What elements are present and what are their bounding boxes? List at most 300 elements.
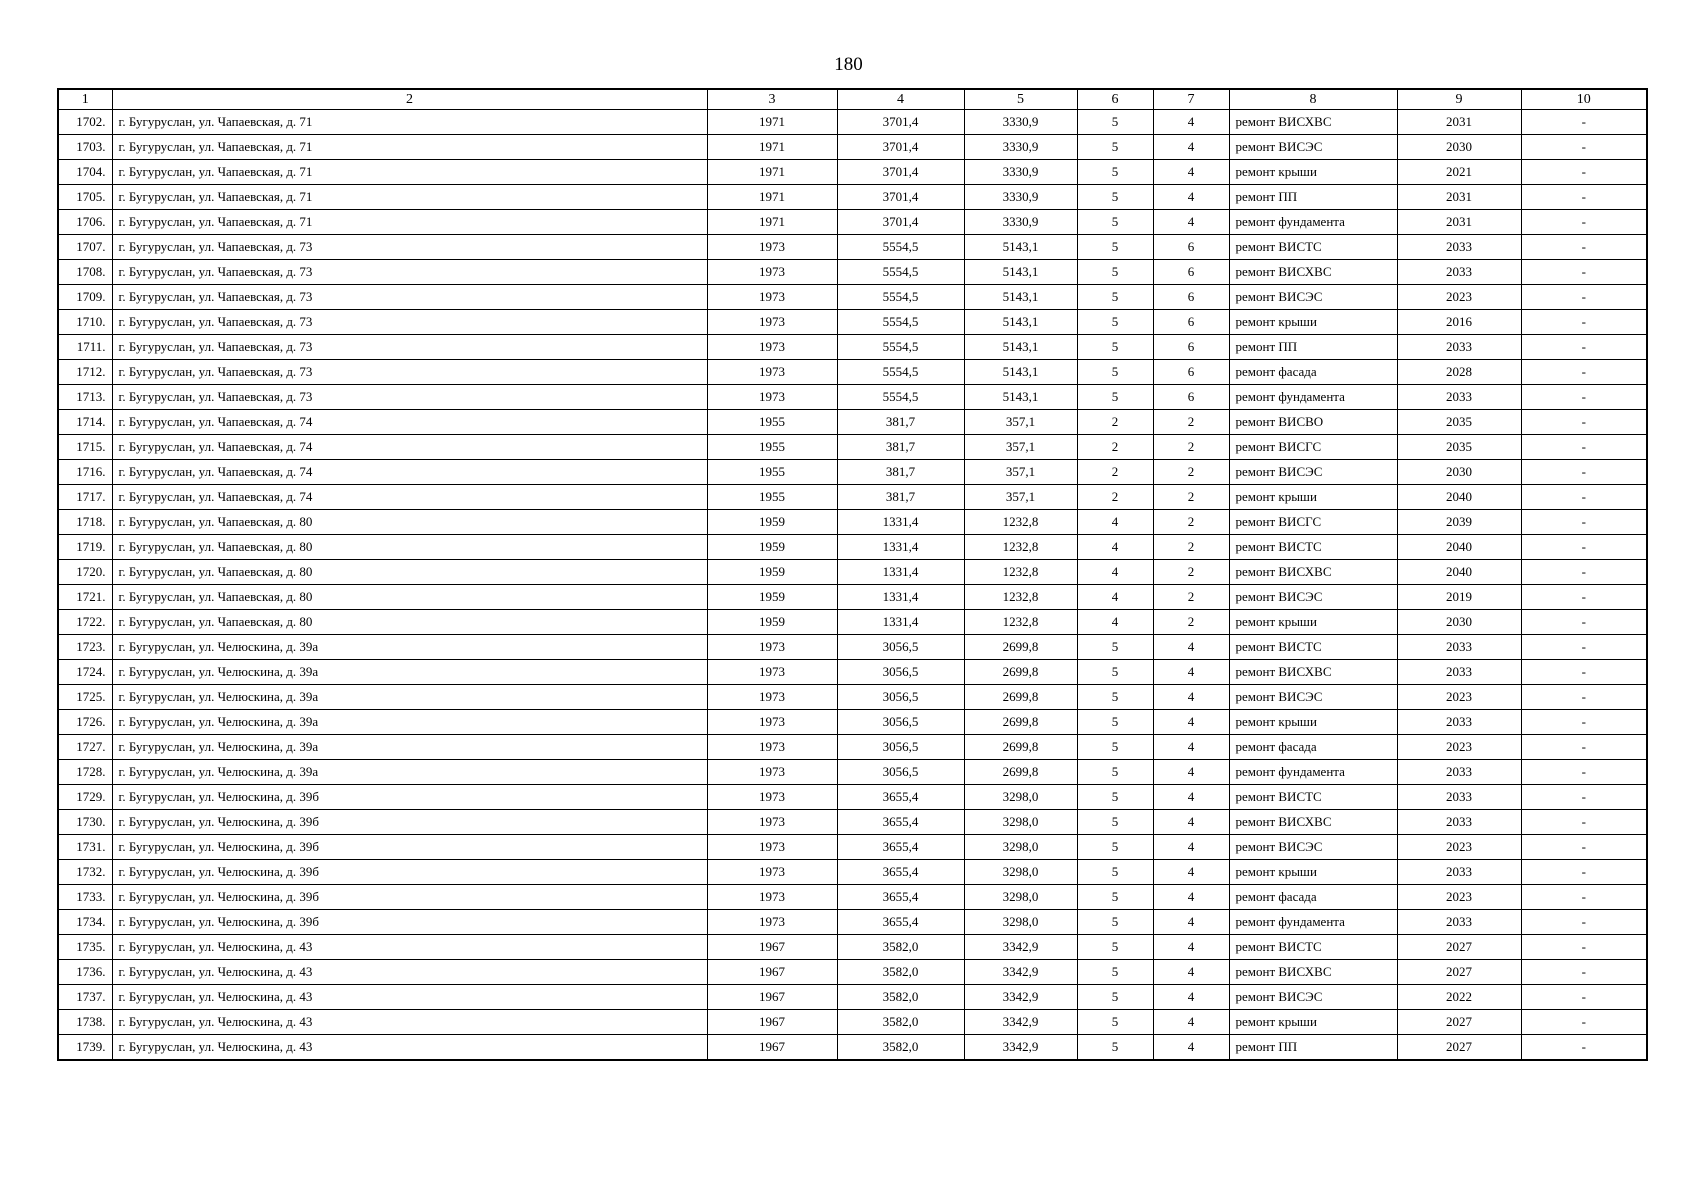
cell-floors: 5 [1077, 1010, 1153, 1035]
cell-year-built: 1973 [707, 660, 837, 685]
cell-total-area: 381,7 [837, 410, 964, 435]
cell-row-number: 1720. [58, 560, 112, 585]
cell-work-type: ремонт фундамента [1229, 760, 1397, 785]
cell-entrances: 2 [1153, 610, 1229, 635]
cell-year-built: 1973 [707, 785, 837, 810]
cell-living-area: 3330,9 [964, 185, 1077, 210]
cell-floors: 4 [1077, 560, 1153, 585]
cell-entrances: 4 [1153, 1035, 1229, 1061]
table-row [58, 285, 1647, 310]
cell-entrances: 6 [1153, 310, 1229, 335]
cell-floors: 5 [1077, 685, 1153, 710]
cell-entrances: 6 [1153, 360, 1229, 385]
cell-note: - [1521, 235, 1647, 260]
cell-planned-year: 2040 [1397, 535, 1521, 560]
cell-address: г. Бугуруслан, ул. Чапаевская, д. 73 [112, 310, 707, 335]
cell-row-number: 1734. [58, 910, 112, 935]
table-row [58, 860, 1647, 885]
cell-note: - [1521, 385, 1647, 410]
cell-work-type: ремонт ПП [1229, 1035, 1397, 1061]
cell-entrances: 4 [1153, 710, 1229, 735]
table-row [58, 710, 1647, 735]
cell-work-type: ремонт ВИСХВС [1229, 110, 1397, 135]
cell-work-type: ремонт ВИСЭС [1229, 285, 1397, 310]
cell-work-type: ремонт ВИСЭС [1229, 585, 1397, 610]
cell-planned-year: 2033 [1397, 910, 1521, 935]
cell-year-built: 1967 [707, 935, 837, 960]
cell-row-number: 1702. [58, 110, 112, 135]
cell-address: г. Бугуруслан, ул. Челюскина, д. 39б [112, 885, 707, 910]
cell-address: г. Бугуруслан, ул. Челюскина, д. 39а [112, 685, 707, 710]
cell-year-built: 1959 [707, 560, 837, 585]
table-row [58, 260, 1647, 285]
cell-total-area: 3582,0 [837, 1035, 964, 1061]
cell-planned-year: 2027 [1397, 935, 1521, 960]
cell-total-area: 5554,5 [837, 385, 964, 410]
table-row [58, 460, 1647, 485]
table-row [58, 685, 1647, 710]
column-header-entrances: 7 [1153, 89, 1229, 110]
cell-row-number: 1723. [58, 635, 112, 660]
cell-address: г. Бугуруслан, ул. Чапаевская, д. 74 [112, 460, 707, 485]
cell-row-number: 1722. [58, 610, 112, 635]
cell-work-type: ремонт ВИСТС [1229, 535, 1397, 560]
cell-year-built: 1971 [707, 110, 837, 135]
cell-year-built: 1973 [707, 835, 837, 860]
table-row [58, 135, 1647, 160]
column-header-year-built: 3 [707, 89, 837, 110]
cell-floors: 5 [1077, 360, 1153, 385]
cell-work-type: ремонт ВИСХВС [1229, 960, 1397, 985]
table-row [58, 385, 1647, 410]
cell-address: г. Бугуруслан, ул. Челюскина, д. 39б [112, 835, 707, 860]
cell-floors: 5 [1077, 860, 1153, 885]
cell-floors: 5 [1077, 135, 1153, 160]
cell-row-number: 1726. [58, 710, 112, 735]
table-row [58, 585, 1647, 610]
cell-total-area: 381,7 [837, 435, 964, 460]
cell-row-number: 1706. [58, 210, 112, 235]
cell-total-area: 3056,5 [837, 710, 964, 735]
cell-total-area: 1331,4 [837, 610, 964, 635]
cell-planned-year: 2023 [1397, 885, 1521, 910]
cell-total-area: 5554,5 [837, 335, 964, 360]
cell-floors: 5 [1077, 785, 1153, 810]
cell-living-area: 2699,8 [964, 660, 1077, 685]
cell-row-number: 1730. [58, 810, 112, 835]
cell-address: г. Бугуруслан, ул. Чапаевская, д. 71 [112, 135, 707, 160]
cell-row-number: 1704. [58, 160, 112, 185]
cell-living-area: 2699,8 [964, 685, 1077, 710]
cell-address: г. Бугуруслан, ул. Чапаевская, д. 80 [112, 535, 707, 560]
cell-address: г. Бугуруслан, ул. Чапаевская, д. 71 [112, 185, 707, 210]
cell-row-number: 1708. [58, 260, 112, 285]
cell-entrances: 2 [1153, 410, 1229, 435]
cell-living-area: 5143,1 [964, 310, 1077, 335]
cell-work-type: ремонт фасада [1229, 735, 1397, 760]
cell-address: г. Бугуруслан, ул. Челюскина, д. 39б [112, 910, 707, 935]
cell-living-area: 3298,0 [964, 785, 1077, 810]
cell-work-type: ремонт ВИСЭС [1229, 835, 1397, 860]
cell-row-number: 1710. [58, 310, 112, 335]
table-row [58, 160, 1647, 185]
cell-work-type: ремонт ВИСГС [1229, 435, 1397, 460]
cell-address: г. Бугуруслан, ул. Чапаевская, д. 74 [112, 435, 707, 460]
cell-work-type: ремонт ВИСЭС [1229, 460, 1397, 485]
cell-year-built: 1971 [707, 135, 837, 160]
cell-note: - [1521, 960, 1647, 985]
cell-floors: 5 [1077, 910, 1153, 935]
cell-planned-year: 2023 [1397, 685, 1521, 710]
cell-floors: 2 [1077, 485, 1153, 510]
cell-note: - [1521, 885, 1647, 910]
cell-note: - [1521, 735, 1647, 760]
cell-total-area: 3701,4 [837, 210, 964, 235]
cell-note: - [1521, 810, 1647, 835]
cell-entrances: 4 [1153, 835, 1229, 860]
cell-year-built: 1967 [707, 985, 837, 1010]
cell-address: г. Бугуруслан, ул. Чапаевская, д. 80 [112, 560, 707, 585]
cell-row-number: 1705. [58, 185, 112, 210]
cell-note: - [1521, 910, 1647, 935]
cell-planned-year: 2023 [1397, 285, 1521, 310]
cell-address: г. Бугуруслан, ул. Чапаевская, д. 80 [112, 510, 707, 535]
cell-address: г. Бугуруслан, ул. Челюскина, д. 39б [112, 860, 707, 885]
column-header-work-type: 8 [1229, 89, 1397, 110]
cell-living-area: 3330,9 [964, 135, 1077, 160]
cell-note: - [1521, 135, 1647, 160]
cell-note: - [1521, 285, 1647, 310]
cell-entrances: 4 [1153, 1010, 1229, 1035]
column-header-floors: 6 [1077, 89, 1153, 110]
cell-planned-year: 2022 [1397, 985, 1521, 1010]
cell-floors: 4 [1077, 610, 1153, 635]
repair-schedule-table [57, 88, 1648, 1061]
cell-work-type: ремонт фасада [1229, 360, 1397, 385]
cell-living-area: 3330,9 [964, 110, 1077, 135]
cell-address: г. Бугуруслан, ул. Чапаевская, д. 74 [112, 485, 707, 510]
cell-note: - [1521, 435, 1647, 460]
cell-year-built: 1967 [707, 1010, 837, 1035]
cell-address: г. Бугуруслан, ул. Челюскина, д. 43 [112, 985, 707, 1010]
table-row [58, 960, 1647, 985]
cell-planned-year: 2033 [1397, 385, 1521, 410]
table-row [58, 310, 1647, 335]
cell-row-number: 1729. [58, 785, 112, 810]
cell-year-built: 1973 [707, 335, 837, 360]
cell-row-number: 1736. [58, 960, 112, 985]
cell-planned-year: 2033 [1397, 635, 1521, 660]
cell-total-area: 3056,5 [837, 660, 964, 685]
cell-floors: 5 [1077, 885, 1153, 910]
cell-note: - [1521, 835, 1647, 860]
cell-work-type: ремонт фундамента [1229, 385, 1397, 410]
page-number: 180 [834, 54, 863, 75]
cell-entrances: 4 [1153, 860, 1229, 885]
cell-total-area: 381,7 [837, 485, 964, 510]
cell-entrances: 4 [1153, 185, 1229, 210]
cell-address: г. Бугуруслан, ул. Чапаевская, д. 80 [112, 585, 707, 610]
cell-planned-year: 2031 [1397, 110, 1521, 135]
cell-row-number: 1731. [58, 835, 112, 860]
cell-living-area: 3330,9 [964, 210, 1077, 235]
cell-living-area: 357,1 [964, 435, 1077, 460]
cell-work-type: ремонт ВИСТС [1229, 635, 1397, 660]
cell-note: - [1521, 210, 1647, 235]
table-row [58, 660, 1647, 685]
cell-floors: 4 [1077, 535, 1153, 560]
cell-work-type: ремонт ВИСХВС [1229, 810, 1397, 835]
cell-total-area: 5554,5 [837, 360, 964, 385]
cell-address: г. Бугуруслан, ул. Чапаевская, д. 73 [112, 335, 707, 360]
table-body [58, 89, 1647, 1060]
cell-work-type: ремонт ВИСЭС [1229, 985, 1397, 1010]
cell-planned-year: 2019 [1397, 585, 1521, 610]
cell-year-built: 1973 [707, 235, 837, 260]
cell-row-number: 1718. [58, 510, 112, 535]
cell-row-number: 1719. [58, 535, 112, 560]
cell-entrances: 6 [1153, 385, 1229, 410]
cell-year-built: 1959 [707, 510, 837, 535]
cell-planned-year: 2027 [1397, 1035, 1521, 1061]
cell-total-area: 1331,4 [837, 585, 964, 610]
cell-note: - [1521, 1035, 1647, 1061]
cell-row-number: 1725. [58, 685, 112, 710]
cell-row-number: 1707. [58, 235, 112, 260]
cell-row-number: 1721. [58, 585, 112, 610]
cell-entrances: 4 [1153, 735, 1229, 760]
cell-note: - [1521, 260, 1647, 285]
cell-year-built: 1973 [707, 735, 837, 760]
cell-total-area: 3655,4 [837, 860, 964, 885]
cell-year-built: 1973 [707, 710, 837, 735]
cell-living-area: 3342,9 [964, 1010, 1077, 1035]
cell-work-type: ремонт ВИСХВС [1229, 560, 1397, 585]
cell-address: г. Бугуруслан, ул. Чапаевская, д. 80 [112, 610, 707, 635]
cell-row-number: 1738. [58, 1010, 112, 1035]
table-row [58, 410, 1647, 435]
cell-entrances: 4 [1153, 960, 1229, 985]
cell-entrances: 2 [1153, 460, 1229, 485]
cell-living-area: 3342,9 [964, 935, 1077, 960]
table-row [58, 560, 1647, 585]
cell-floors: 5 [1077, 810, 1153, 835]
cell-planned-year: 2033 [1397, 785, 1521, 810]
cell-year-built: 1973 [707, 810, 837, 835]
cell-address: г. Бугуруслан, ул. Чапаевская, д. 73 [112, 360, 707, 385]
cell-living-area: 1232,8 [964, 585, 1077, 610]
cell-row-number: 1728. [58, 760, 112, 785]
cell-planned-year: 2035 [1397, 435, 1521, 460]
column-header-living-area: 5 [964, 89, 1077, 110]
cell-note: - [1521, 985, 1647, 1010]
cell-living-area: 2699,8 [964, 760, 1077, 785]
cell-entrances: 2 [1153, 485, 1229, 510]
table-row [58, 1010, 1647, 1035]
cell-row-number: 1727. [58, 735, 112, 760]
cell-note: - [1521, 660, 1647, 685]
cell-planned-year: 2023 [1397, 735, 1521, 760]
cell-planned-year: 2027 [1397, 1010, 1521, 1035]
cell-floors: 5 [1077, 985, 1153, 1010]
cell-note: - [1521, 785, 1647, 810]
cell-planned-year: 2023 [1397, 835, 1521, 860]
cell-address: г. Бугуруслан, ул. Чапаевская, д. 73 [112, 285, 707, 310]
cell-row-number: 1737. [58, 985, 112, 1010]
cell-living-area: 3298,0 [964, 910, 1077, 935]
cell-entrances: 4 [1153, 985, 1229, 1010]
cell-note: - [1521, 935, 1647, 960]
cell-total-area: 3655,4 [837, 885, 964, 910]
cell-entrances: 4 [1153, 810, 1229, 835]
column-header-note: 10 [1521, 89, 1647, 110]
cell-entrances: 4 [1153, 785, 1229, 810]
column-header-total-area: 4 [837, 89, 964, 110]
cell-year-built: 1955 [707, 460, 837, 485]
cell-year-built: 1967 [707, 1035, 837, 1061]
cell-total-area: 3655,4 [837, 835, 964, 860]
cell-floors: 5 [1077, 760, 1153, 785]
cell-address: г. Бугуруслан, ул. Челюскина, д. 39а [112, 760, 707, 785]
cell-living-area: 357,1 [964, 460, 1077, 485]
cell-row-number: 1717. [58, 485, 112, 510]
cell-address: г. Бугуруслан, ул. Челюскина, д. 39а [112, 635, 707, 660]
table-row [58, 885, 1647, 910]
table-row [58, 785, 1647, 810]
cell-year-built: 1955 [707, 485, 837, 510]
cell-planned-year: 2027 [1397, 960, 1521, 985]
cell-row-number: 1712. [58, 360, 112, 385]
cell-address: г. Бугуруслан, ул. Челюскина, д. 43 [112, 1035, 707, 1061]
cell-year-built: 1973 [707, 635, 837, 660]
cell-row-number: 1724. [58, 660, 112, 685]
cell-planned-year: 2033 [1397, 235, 1521, 260]
cell-row-number: 1715. [58, 435, 112, 460]
table-row [58, 110, 1647, 135]
cell-living-area: 3298,0 [964, 810, 1077, 835]
cell-planned-year: 2033 [1397, 760, 1521, 785]
cell-floors: 5 [1077, 185, 1153, 210]
cell-total-area: 5554,5 [837, 285, 964, 310]
cell-note: - [1521, 360, 1647, 385]
cell-planned-year: 2039 [1397, 510, 1521, 535]
cell-planned-year: 2021 [1397, 160, 1521, 185]
cell-address: г. Бугуруслан, ул. Челюскина, д. 39а [112, 735, 707, 760]
cell-entrances: 6 [1153, 335, 1229, 360]
cell-work-type: ремонт крыши [1229, 485, 1397, 510]
cell-note: - [1521, 160, 1647, 185]
cell-note: - [1521, 310, 1647, 335]
cell-note: - [1521, 860, 1647, 885]
table-row [58, 210, 1647, 235]
cell-floors: 5 [1077, 260, 1153, 285]
cell-floors: 2 [1077, 460, 1153, 485]
cell-living-area: 2699,8 [964, 710, 1077, 735]
cell-floors: 5 [1077, 110, 1153, 135]
cell-entrances: 4 [1153, 160, 1229, 185]
cell-living-area: 1232,8 [964, 535, 1077, 560]
cell-total-area: 1331,4 [837, 535, 964, 560]
cell-note: - [1521, 335, 1647, 360]
cell-note: - [1521, 510, 1647, 535]
cell-note: - [1521, 710, 1647, 735]
cell-year-built: 1973 [707, 285, 837, 310]
table-row [58, 935, 1647, 960]
cell-living-area: 1232,8 [964, 610, 1077, 635]
cell-work-type: ремонт ПП [1229, 335, 1397, 360]
cell-living-area: 1232,8 [964, 560, 1077, 585]
cell-entrances: 2 [1153, 585, 1229, 610]
cell-floors: 5 [1077, 960, 1153, 985]
cell-row-number: 1711. [58, 335, 112, 360]
cell-work-type: ремонт крыши [1229, 160, 1397, 185]
cell-address: г. Бугуруслан, ул. Чапаевская, д. 73 [112, 385, 707, 410]
cell-year-built: 1959 [707, 535, 837, 560]
table-row [58, 760, 1647, 785]
column-header-row-number: 1 [58, 89, 112, 110]
cell-work-type: ремонт крыши [1229, 860, 1397, 885]
cell-year-built: 1955 [707, 410, 837, 435]
cell-entrances: 4 [1153, 760, 1229, 785]
cell-note: - [1521, 535, 1647, 560]
cell-living-area: 5143,1 [964, 360, 1077, 385]
cell-work-type: ремонт фасада [1229, 885, 1397, 910]
table-row [58, 535, 1647, 560]
cell-work-type: ремонт ВИСЭС [1229, 135, 1397, 160]
cell-work-type: ремонт ВИСТС [1229, 235, 1397, 260]
cell-total-area: 3655,4 [837, 910, 964, 935]
column-header-address: 2 [112, 89, 707, 110]
cell-address: г. Бугуруслан, ул. Чапаевская, д. 73 [112, 260, 707, 285]
cell-note: - [1521, 585, 1647, 610]
cell-row-number: 1714. [58, 410, 112, 435]
cell-address: г. Бугуруслан, ул. Челюскина, д. 39а [112, 710, 707, 735]
cell-floors: 5 [1077, 210, 1153, 235]
cell-work-type: ремонт крыши [1229, 310, 1397, 335]
cell-entrances: 2 [1153, 560, 1229, 585]
cell-work-type: ремонт крыши [1229, 1010, 1397, 1035]
cell-living-area: 2699,8 [964, 635, 1077, 660]
cell-year-built: 1973 [707, 260, 837, 285]
cell-work-type: ремонт ПП [1229, 185, 1397, 210]
cell-entrances: 4 [1153, 910, 1229, 935]
cell-total-area: 3701,4 [837, 110, 964, 135]
cell-work-type: ремонт ВИСТС [1229, 935, 1397, 960]
table-header-row [58, 89, 1647, 110]
cell-living-area: 1232,8 [964, 510, 1077, 535]
cell-living-area: 5143,1 [964, 235, 1077, 260]
cell-floors: 2 [1077, 410, 1153, 435]
table-row [58, 985, 1647, 1010]
cell-total-area: 3655,4 [837, 810, 964, 835]
cell-entrances: 4 [1153, 635, 1229, 660]
cell-entrances: 4 [1153, 935, 1229, 960]
cell-total-area: 381,7 [837, 460, 964, 485]
cell-entrances: 4 [1153, 660, 1229, 685]
cell-address: г. Бугуруслан, ул. Чапаевская, д. 73 [112, 235, 707, 260]
cell-row-number: 1739. [58, 1035, 112, 1061]
cell-work-type: ремонт ВИСХВС [1229, 260, 1397, 285]
cell-address: г. Бугуруслан, ул. Челюскина, д. 43 [112, 960, 707, 985]
cell-floors: 5 [1077, 385, 1153, 410]
cell-entrances: 2 [1153, 510, 1229, 535]
table-row [58, 735, 1647, 760]
cell-total-area: 3582,0 [837, 960, 964, 985]
cell-work-type: ремонт ВИСЭС [1229, 685, 1397, 710]
cell-planned-year: 2033 [1397, 860, 1521, 885]
cell-living-area: 5143,1 [964, 385, 1077, 410]
cell-year-built: 1959 [707, 610, 837, 635]
